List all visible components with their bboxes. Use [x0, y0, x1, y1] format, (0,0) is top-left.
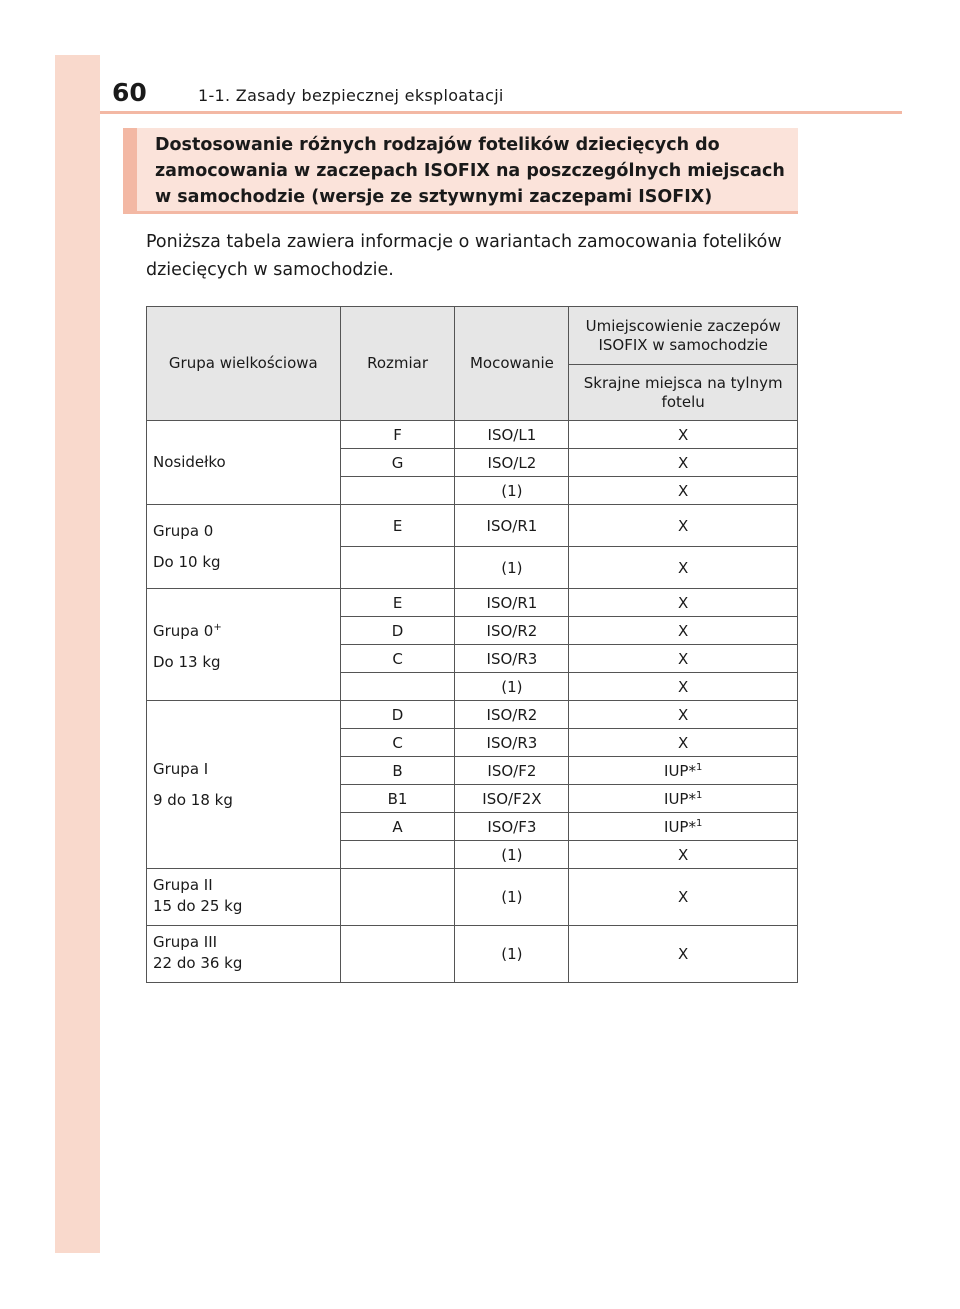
location-value-cell	[569, 449, 798, 477]
location-value-cell	[569, 813, 798, 841]
mount-cell: ISO/R1	[455, 505, 569, 547]
location-value-cell	[569, 729, 798, 757]
mount-cell: ISO/F2	[455, 757, 569, 785]
header-sub-location: Skrajne miejsca na tylnym fotelu	[569, 365, 798, 421]
header-group: Grupa wielkościowa	[147, 307, 341, 421]
mount-cell: ISO/R1	[455, 589, 569, 617]
location-value: IUP*	[664, 817, 696, 836]
group-label-line: 15 do 25 kg	[153, 897, 243, 915]
location-value-cell	[569, 505, 798, 547]
location-value: IUP*	[664, 761, 696, 780]
group-label-line: Grupa 0+	[153, 621, 222, 640]
footnote-sup: 1	[695, 761, 703, 773]
mount-cell: (1)	[455, 673, 569, 701]
size-cell: E	[340, 589, 455, 617]
table-row	[147, 869, 798, 926]
mount-cell: (1)	[455, 869, 569, 926]
location-value-cell	[569, 869, 798, 926]
header-mount: Mocowanie	[455, 307, 569, 421]
size-cell	[340, 841, 455, 869]
location-value-cell	[569, 477, 798, 505]
header-location: Umiejscowienie zaczepów ISOFIX w samochodzie	[569, 307, 798, 365]
location-value: X	[678, 845, 689, 864]
size-cell	[340, 926, 455, 983]
group-label-line: Do 13 kg	[153, 652, 221, 671]
mount-cell: ISO/F3	[455, 813, 569, 841]
table-row	[147, 421, 798, 449]
header-size: Rozmiar	[340, 307, 455, 421]
location-value-cell	[569, 547, 798, 589]
size-cell: D	[340, 701, 455, 729]
size-cell	[340, 477, 455, 505]
location-value: IUP*	[664, 789, 696, 808]
section-heading-box	[123, 128, 798, 214]
size-cell	[340, 869, 455, 926]
mount-cell: ISO/R2	[455, 617, 569, 645]
location-value-cell	[569, 589, 798, 617]
mount-cell: ISO/R2	[455, 701, 569, 729]
size-cell	[340, 673, 455, 701]
mount-cell: ISO/R3	[455, 645, 569, 673]
size-cell: C	[340, 645, 455, 673]
location-value-cell	[569, 757, 798, 785]
location-value-cell	[569, 926, 798, 983]
table-row	[147, 926, 798, 983]
mount-cell: ISO/R3	[455, 729, 569, 757]
group-cell	[147, 505, 341, 589]
location-value: X	[678, 481, 689, 500]
mount-cell: ISO/L1	[455, 421, 569, 449]
group-label-line: Grupa I	[153, 759, 209, 778]
table-row	[147, 589, 798, 617]
header-rule	[100, 111, 902, 114]
location-value-cell	[569, 673, 798, 701]
location-value: X	[678, 649, 689, 668]
location-value: X	[678, 945, 689, 963]
group-cell	[147, 701, 341, 869]
section-heading-accent	[123, 128, 137, 211]
side-color-band	[55, 55, 100, 1253]
size-cell: G	[340, 449, 455, 477]
chapter-title: 1-1. Zasady bezpiecznej eksploatacji	[198, 86, 504, 105]
location-value: X	[678, 677, 689, 696]
location-value-cell	[569, 701, 798, 729]
group-label-line: Grupa III	[153, 933, 218, 951]
location-value-cell	[569, 421, 798, 449]
location-value: X	[678, 733, 689, 752]
location-value: X	[678, 888, 689, 906]
location-value: X	[678, 621, 689, 640]
location-value: X	[678, 516, 689, 535]
group-label-sup: +	[213, 621, 222, 633]
location-value-cell	[569, 645, 798, 673]
size-cell: F	[340, 421, 455, 449]
isofix-table	[146, 306, 798, 983]
size-cell: B1	[340, 785, 455, 813]
location-value-cell	[569, 785, 798, 813]
table-row	[147, 505, 798, 547]
group-label-line: Grupa 0	[153, 521, 214, 540]
location-value: X	[678, 425, 689, 444]
size-cell: C	[340, 729, 455, 757]
location-value-cell	[569, 617, 798, 645]
intro-paragraph: Poniższa tabela zawiera informacje o wariantach zamocowania fotelików dziecięcych w samochodzie.	[146, 232, 782, 280]
mount-cell: ISO/F2X	[455, 785, 569, 813]
location-value-cell	[569, 841, 798, 869]
mount-cell: ISO/L2	[455, 449, 569, 477]
mount-cell: (1)	[455, 841, 569, 869]
group-cell	[147, 869, 341, 926]
group-label-line: Nosidełko	[153, 453, 226, 471]
location-value: X	[678, 453, 689, 472]
mount-cell: (1)	[455, 477, 569, 505]
group-cell	[147, 926, 341, 983]
page-number: 60	[112, 78, 147, 107]
size-cell: B	[340, 757, 455, 785]
mount-cell: (1)	[455, 547, 569, 589]
section-title: Dostosowanie różnych rodzajów fotelików dziecięcych do zamocowania w zaczepach ISOFIX na poszczególnych miejscach w samochodzie (wersje ze sztywnymi zaczepami ISOFIX)	[155, 135, 785, 207]
table-row	[147, 701, 798, 729]
mount-cell: (1)	[455, 926, 569, 983]
size-cell	[340, 547, 455, 589]
footnote-sup: 1	[695, 817, 703, 829]
size-cell: A	[340, 813, 455, 841]
footnote-sup: 1	[695, 789, 703, 801]
group-label-line: Grupa II	[153, 876, 213, 894]
group-label-line: 22 do 36 kg	[153, 954, 243, 972]
group-cell	[147, 589, 341, 701]
group-cell	[147, 421, 341, 505]
location-value: X	[678, 705, 689, 724]
location-value: X	[678, 593, 689, 612]
size-cell: E	[340, 505, 455, 547]
size-cell: D	[340, 617, 455, 645]
location-value: X	[678, 558, 689, 577]
group-label-line: 9 do 18 kg	[153, 790, 233, 809]
group-label-line: Do 10 kg	[153, 552, 221, 571]
